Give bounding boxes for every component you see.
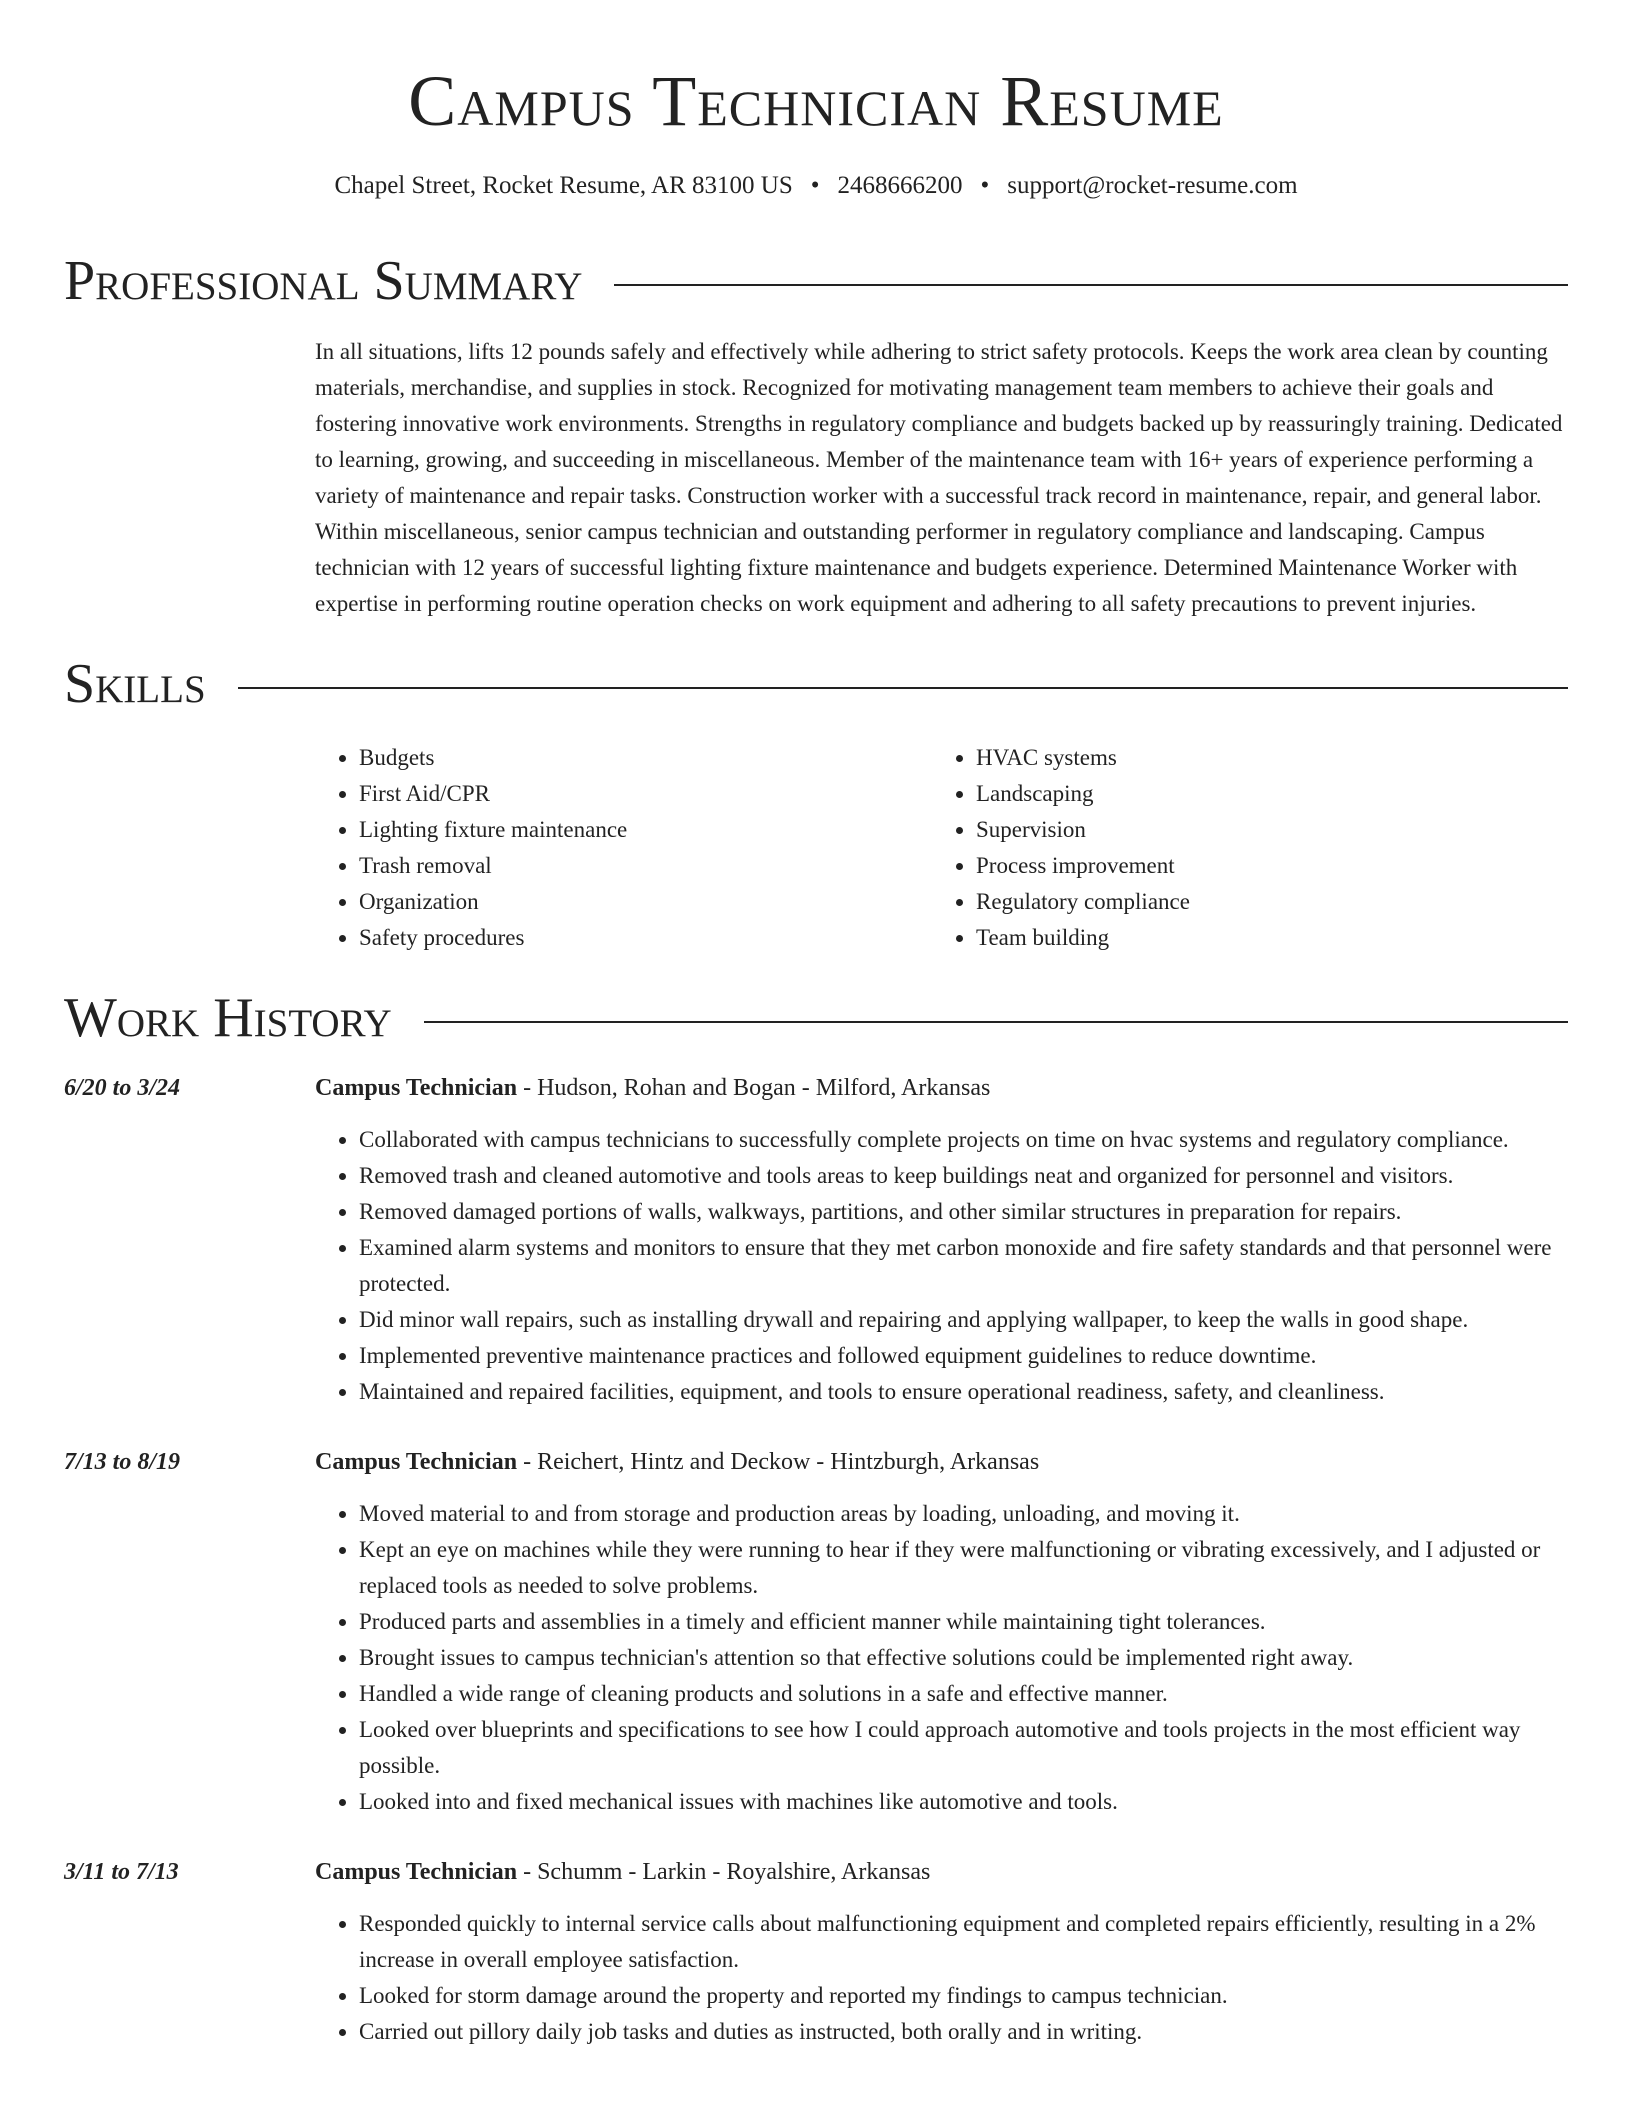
skills-column-left	[315, 740, 932, 956]
skill-item: • Safety procedures	[359, 920, 932, 956]
job-bullet: • Looked into and fixed mechanical issues with machines like automotive and tools.	[359, 1784, 1568, 1820]
job-title-line	[315, 1854, 1568, 1890]
job-bullet: • Did minor wall repairs, such as installing drywall and repairing and applying wallpaper, to keep the walls in good shape.	[359, 1302, 1568, 1338]
skills-section-header	[64, 654, 1568, 716]
job-bullets	[315, 1496, 1568, 1820]
skill-item: • Regulatory compliance	[976, 884, 1549, 920]
skill-item: • HVAC systems	[976, 740, 1549, 776]
job-entry	[64, 1444, 1568, 1820]
contact-line	[0, 171, 1632, 201]
job-employer: - Reichert, Hintz and Deckow - Hintzburgh, Arkansas	[517, 1448, 1040, 1475]
skill-item: • Landscaping	[976, 776, 1549, 812]
job-title-line	[315, 1444, 1568, 1480]
section-rule	[614, 284, 1568, 286]
job-bullets	[315, 1906, 1568, 2050]
contact-address: Chapel Street, Rocket Resume, AR 83100 US	[334, 171, 793, 199]
job-bullet: • Moved material to and from storage and production areas by loading, unloading, and moving it.	[359, 1496, 1568, 1532]
skill-item: • Process improvement	[976, 848, 1549, 884]
job-bullet: • Maintained and repaired facilities, equipment, and tools to ensure operational readiness, safety, and cleanliness.	[359, 1374, 1568, 1410]
job-entry	[64, 1070, 1568, 1410]
contact-phone: 2468666200	[837, 171, 963, 199]
section-rule	[238, 687, 1568, 689]
job-role: Campus Technician	[315, 1448, 518, 1475]
job-bullet: • Removed damaged portions of walls, walkways, partitions, and other similar structures in preparation for repairs.	[359, 1194, 1568, 1230]
contact-email[interactable]: support@rocket-resume.com	[1007, 171, 1298, 199]
job-body	[315, 1070, 1568, 1410]
job-bullet: • Produced parts and assemblies in a timely and efficient manner while maintaining tight tolerances.	[359, 1604, 1568, 1640]
skills-heading: Skills	[64, 653, 206, 716]
work-history-section-header	[64, 988, 1568, 1050]
job-entry	[64, 1854, 1568, 2050]
job-role: Campus Technician	[315, 1074, 518, 1101]
job-bullet: • Removed trash and cleaned automotive and tools areas to keep buildings neat and organized for personnel and visitors.	[359, 1158, 1568, 1194]
summary-heading: Professional Summary	[64, 249, 583, 312]
job-bullet: • Examined alarm systems and monitors to ensure that they met carbon monoxide and fire safety standards and that personnel were protected.	[359, 1230, 1568, 1302]
summary-text: In all situations, lifts 12 pounds safely and effectively while adhering to strict safety protocols. Keeps the work area clean by counting materials, merchandise, and supplies in stock. Recognized for motivating management team members to achieve their goals and fostering innovative work environments. Strengths in regulatory compliance and budgets backed up by reassuringly training. Dedicated to learning, growing, and succeeding in miscellaneous. Member of the maintenance team with 16+ years of experience performing a variety of maintenance and repair tasks. Construction worker with a successful track record in maintenance, repair, and general labor. Within miscellaneous, senior campus technician and outstanding performer in regulatory compliance and landscaping. Campus technician with 12 years of successful lighting fixture maintenance and budgets experience. Determined Maintenance Worker with expertise in performing routine operation checks on work equipment and adhering to all safety precautions to prevent injuries.	[315, 339, 1563, 617]
job-dates: 6/20 to 3/24	[64, 1074, 181, 1101]
skills-list	[315, 740, 1568, 956]
skill-item: • Team building	[976, 920, 1549, 956]
job-employer: - Schumm - Larkin - Royalshire, Arkansas	[517, 1858, 931, 1885]
job-bullet: • Implemented preventive maintenance practices and followed equipment guidelines to reduce downtime.	[359, 1338, 1568, 1374]
resume-title: Campus Technician Resume	[408, 61, 1224, 141]
section-rule	[424, 1021, 1568, 1023]
work-history-heading: Work History	[64, 986, 392, 1049]
job-bullet: • Collaborated with campus technicians to successfully complete projects on time on hvac systems and regulatory compliance.	[359, 1122, 1568, 1158]
skills-column-right	[932, 740, 1549, 956]
job-body	[315, 1854, 1568, 2050]
job-bullet: • Brought issues to campus technician's attention so that effective solutions could be implemented right away.	[359, 1640, 1568, 1676]
contact-separator: •	[980, 171, 990, 199]
skill-item: • Organization	[359, 884, 932, 920]
skill-item: • Supervision	[976, 812, 1549, 848]
job-bullet: • Carried out pillory daily job tasks and duties as instructed, both orally and in writing.	[359, 2014, 1568, 2050]
skill-item: • Lighting fixture maintenance	[359, 812, 932, 848]
job-body	[315, 1444, 1568, 1820]
skill-item: • Budgets	[359, 740, 932, 776]
job-bullet: • Handled a wide range of cleaning products and solutions in a safe and effective manner.	[359, 1676, 1568, 1712]
skill-item: • First Aid/CPR	[359, 776, 932, 812]
job-bullet: • Kept an eye on machines while they were running to hear if they were malfunctioning or vibrating excessively, and I adjusted or replaced tools as needed to solve problems.	[359, 1532, 1568, 1604]
summary-section-header	[64, 251, 1568, 313]
job-bullet: • Responded quickly to internal service calls about malfunctioning equipment and completed repairs efficiently, resulting in a 2% increase in overall employee satisfaction.	[359, 1906, 1568, 1978]
job-title-line	[315, 1070, 1568, 1106]
job-role: Campus Technician	[315, 1858, 518, 1885]
contact-separator: •	[810, 171, 820, 199]
job-dates: 3/11 to 7/13	[64, 1858, 179, 1885]
job-bullet: • Looked over blueprints and specifications to see how I could approach automotive and tools projects in the most efficient way possible.	[359, 1712, 1568, 1784]
job-bullets	[315, 1122, 1568, 1410]
job-dates: 7/13 to 8/19	[64, 1448, 181, 1475]
job-bullet: • Looked for storm damage around the property and reported my findings to campus technician.	[359, 1978, 1568, 2014]
job-employer: - Hudson, Rohan and Bogan - Milford, Arkansas	[517, 1074, 991, 1101]
skill-item: • Trash removal	[359, 848, 932, 884]
